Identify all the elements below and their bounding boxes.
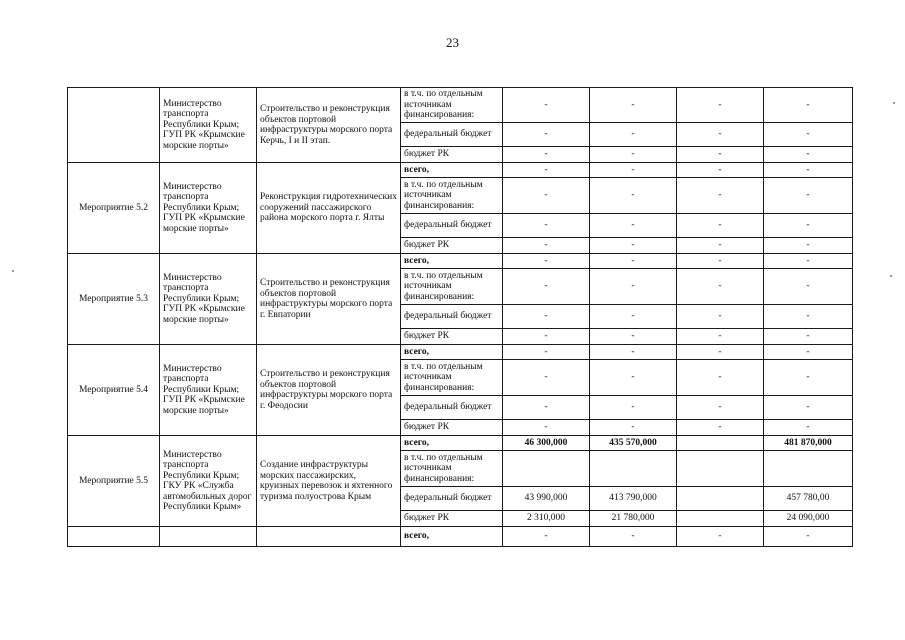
activity-name-cell: Строительство и реконструкция объектов портовой инфраструктуры морского порта Керчь, I и II этап. (257, 88, 401, 163)
value-cell: 457 780,00 (764, 487, 853, 511)
value-cell: - (677, 254, 764, 269)
value-cell: 46 300,000 (503, 436, 590, 451)
source-label-cell: всего, (401, 345, 503, 360)
value-cell: - (503, 147, 590, 163)
source-label-cell: федеральный бюджет (401, 214, 503, 238)
value-cell: - (503, 360, 590, 396)
activity-name-cell: Реконструкция гидротехнических сооружений пассажирского района морского порта г. Ялты (257, 163, 401, 254)
source-label-cell: федеральный бюджет (401, 396, 503, 420)
value-cell: - (764, 269, 853, 305)
source-label-cell: федеральный бюджет (401, 305, 503, 329)
source-label-cell: бюджет РК (401, 238, 503, 254)
value-cell (677, 451, 764, 487)
source-label-cell: в т.ч. по отдельным источникам финансирования: (401, 178, 503, 214)
value-cell: - (764, 238, 853, 254)
value-cell: - (590, 254, 677, 269)
value-cell (590, 451, 677, 487)
source-label-cell: в т.ч. по отдельным источникам финансирования: (401, 88, 503, 123)
value-cell: - (590, 420, 677, 436)
value-cell: - (590, 396, 677, 420)
financing-table (67, 87, 853, 547)
value-cell: - (503, 345, 590, 360)
value-cell: - (764, 360, 853, 396)
value-cell: - (677, 345, 764, 360)
source-label-cell: бюджет РК (401, 147, 503, 163)
value-cell: - (764, 163, 853, 178)
scan-mark (893, 102, 895, 104)
value-cell: - (503, 123, 590, 147)
activity-code-cell: Мероприятие 5.3 (68, 254, 160, 345)
source-label-cell: всего, (401, 163, 503, 178)
value-cell: - (764, 123, 853, 147)
value-cell: - (677, 88, 764, 123)
value-cell: - (503, 214, 590, 238)
value-cell: - (590, 329, 677, 345)
value-cell: - (677, 360, 764, 396)
source-label-cell: в т.ч. по отдельным источникам финансирования: (401, 360, 503, 396)
executor-cell: Министерство транспорта Республики Крым; ГУП РК «Крымские морские порты» (160, 88, 257, 163)
value-cell: - (677, 147, 764, 163)
value-cell: - (677, 420, 764, 436)
executor-cell: Министерство транспорта Республики Крым; ГКУ РК «Служба автомобильных дорог Республики Крым» (160, 436, 257, 527)
source-label-cell: федеральный бюджет (401, 487, 503, 511)
activity-code-cell (68, 88, 160, 163)
value-cell: 2 310,000 (503, 511, 590, 527)
executor-cell: Министерство транспорта Республики Крым; ГУП РК «Крымские морские порты» (160, 345, 257, 436)
value-cell: - (764, 178, 853, 214)
value-cell (503, 451, 590, 487)
table-row (68, 436, 853, 451)
value-cell: 24 090,000 (764, 511, 853, 527)
value-cell: - (503, 420, 590, 436)
value-cell: - (677, 527, 764, 547)
value-cell: - (503, 329, 590, 345)
table-row (68, 88, 853, 123)
value-cell: - (764, 147, 853, 163)
source-label-cell: бюджет РК (401, 329, 503, 345)
value-cell: 21 780,000 (590, 511, 677, 527)
table-row (68, 163, 853, 178)
value-cell: - (503, 88, 590, 123)
activity-code-cell: Мероприятие 5.2 (68, 163, 160, 254)
activity-code-cell (68, 527, 160, 547)
value-cell: - (590, 238, 677, 254)
scan-mark (890, 275, 892, 277)
value-cell: 435 570,000 (590, 436, 677, 451)
value-cell: - (503, 178, 590, 214)
value-cell: - (677, 269, 764, 305)
activity-name-cell: Строительство и реконструкция объектов портовой инфраструктуры морского порта г. Евпатории (257, 254, 401, 345)
value-cell: 43 990,000 (503, 487, 590, 511)
table-row (68, 254, 853, 269)
value-cell: - (677, 163, 764, 178)
source-label-cell: всего, (401, 254, 503, 269)
source-label-cell: в т.ч. по отдельным источникам финансирования: (401, 451, 503, 487)
value-cell: - (764, 88, 853, 123)
value-cell: - (764, 214, 853, 238)
value-cell: - (590, 163, 677, 178)
activity-code-cell: Мероприятие 5.4 (68, 345, 160, 436)
value-cell: - (677, 123, 764, 147)
source-label-cell: федеральный бюджет (401, 123, 503, 147)
activity-name-cell: Создание инфраструктуры морских пассажирских, круизных перевозок и яхтенного туризма полуострова Крым (257, 436, 401, 527)
value-cell: - (764, 305, 853, 329)
value-cell: - (590, 147, 677, 163)
value-cell: - (503, 527, 590, 547)
source-label-cell: в т.ч. по отдельным источникам финансирования: (401, 269, 503, 305)
value-cell: - (590, 88, 677, 123)
value-cell (764, 451, 853, 487)
source-label-cell: бюджет РК (401, 511, 503, 527)
value-cell: - (590, 305, 677, 329)
table-row (68, 527, 853, 547)
value-cell: - (677, 305, 764, 329)
executor-cell: Министерство транспорта Республики Крым; ГУП РК «Крымские морские порты» (160, 163, 257, 254)
source-label-cell: всего, (401, 436, 503, 451)
source-label-cell: всего, (401, 527, 503, 547)
value-cell: 413 790,000 (590, 487, 677, 511)
value-cell: - (764, 345, 853, 360)
page-number: 23 (446, 35, 459, 50)
value-cell: - (503, 269, 590, 305)
value-cell: - (764, 329, 853, 345)
value-cell: 481 870,000 (764, 436, 853, 451)
executor-cell (160, 527, 257, 547)
value-cell: - (677, 214, 764, 238)
activity-name-cell (257, 527, 401, 547)
value-cell: - (503, 396, 590, 420)
value-cell: - (590, 269, 677, 305)
activity-code-cell: Мероприятие 5.5 (68, 436, 160, 527)
value-cell: - (503, 163, 590, 178)
source-label-cell: бюджет РК (401, 420, 503, 436)
value-cell: - (503, 305, 590, 329)
value-cell: - (764, 527, 853, 547)
value-cell: - (677, 396, 764, 420)
value-cell: - (590, 214, 677, 238)
value-cell: - (764, 254, 853, 269)
value-cell: - (503, 254, 590, 269)
value-cell: - (764, 396, 853, 420)
value-cell: - (677, 329, 764, 345)
scan-mark (12, 270, 14, 272)
table-row (68, 345, 853, 360)
value-cell: - (503, 238, 590, 254)
value-cell (677, 487, 764, 511)
value-cell: - (677, 178, 764, 214)
value-cell: - (590, 360, 677, 396)
value-cell: - (677, 238, 764, 254)
activity-name-cell: Строительство и реконструкция объектов портовой инфраструктуры морского порта г. Феодосии (257, 345, 401, 436)
value-cell: - (590, 123, 677, 147)
value-cell (677, 511, 764, 527)
value-cell: - (590, 178, 677, 214)
value-cell (677, 436, 764, 451)
executor-cell: Министерство транспорта Республики Крым; ГУП РК «Крымские морские порты» (160, 254, 257, 345)
value-cell: - (590, 345, 677, 360)
value-cell: - (590, 527, 677, 547)
value-cell: - (764, 420, 853, 436)
